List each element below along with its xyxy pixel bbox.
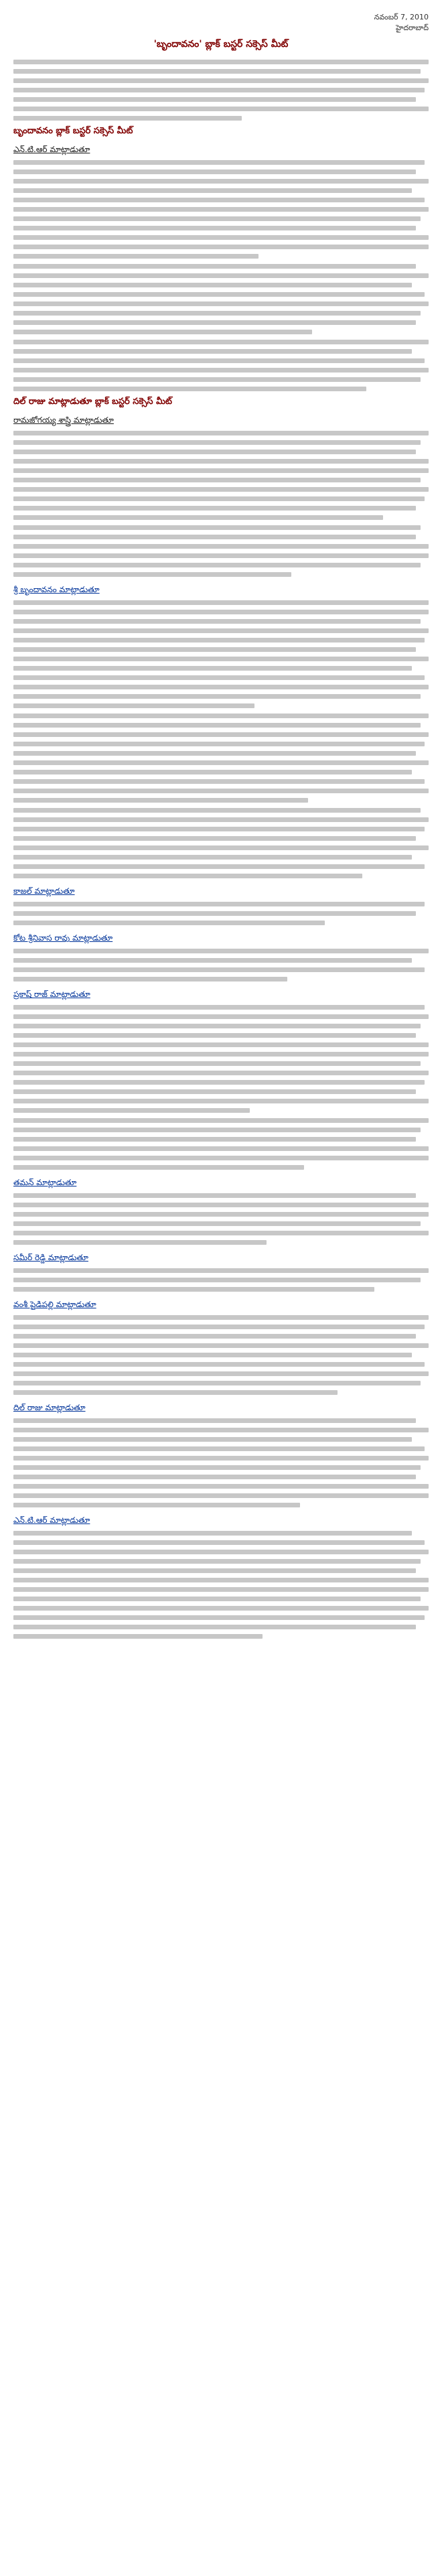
text-line <box>13 1625 416 1629</box>
text-line <box>13 1052 429 1057</box>
text-line <box>13 1099 429 1103</box>
text-line <box>13 506 416 511</box>
text-line <box>13 226 416 230</box>
text-line <box>13 638 425 642</box>
speaker-heading: కాజల్ మాట్లాడుతూ <box>13 886 75 896</box>
text-line <box>13 977 287 981</box>
text-line <box>13 387 366 391</box>
text-line <box>13 358 425 363</box>
text-line <box>13 1212 429 1217</box>
text-line <box>13 311 421 316</box>
text-line <box>13 116 242 121</box>
text-line <box>13 619 421 624</box>
text-line <box>13 1381 421 1385</box>
text-line <box>13 1587 429 1592</box>
text-line <box>13 911 416 916</box>
text-line <box>13 377 421 382</box>
text-line <box>13 1343 429 1348</box>
text-line <box>13 330 312 334</box>
text-line <box>13 1287 374 1292</box>
text-line <box>13 1334 416 1339</box>
text-line <box>13 1418 416 1423</box>
text-line <box>13 97 416 102</box>
text-line <box>13 107 429 111</box>
text-line <box>13 967 425 972</box>
text-line <box>13 1615 425 1620</box>
text-line <box>13 694 421 699</box>
text-line <box>13 450 416 454</box>
text-line <box>13 864 425 869</box>
speaker-heading: ప్రకాష్ రాజ్ మాట్లాడుతూ <box>13 990 90 999</box>
text-line <box>13 657 429 661</box>
text-line <box>13 666 412 671</box>
speaker-heading: ఎన్.టి.ఆర్ మాట్లాడుతూ <box>13 145 90 154</box>
article-paragraph <box>13 1193 429 1245</box>
article-paragraph <box>13 431 429 520</box>
text-line <box>13 235 429 240</box>
text-line <box>13 1137 416 1142</box>
text-line <box>13 170 416 174</box>
text-line <box>13 515 383 520</box>
text-line <box>13 264 416 269</box>
text-line <box>13 675 425 680</box>
speaker-heading: వంశీ పైడిపల్లి మాట్లాడుతూ <box>13 1300 96 1309</box>
text-line <box>13 496 425 501</box>
text-line <box>13 1042 429 1047</box>
speaker-heading: ఎన్.టి.ఆర్ మాట్లాడుతూ <box>13 1515 90 1525</box>
text-line <box>13 1540 425 1545</box>
text-line <box>13 283 412 287</box>
text-line <box>13 751 416 756</box>
text-line <box>13 292 425 297</box>
text-line <box>13 535 416 539</box>
article-paragraph <box>13 902 429 925</box>
speaker-heading: రామజోగయ్య శాస్త్రి మాట్లాడుతూ <box>13 415 114 425</box>
text-line <box>13 1446 425 1451</box>
text-line <box>13 254 259 259</box>
article-paragraph <box>13 1268 429 1292</box>
text-line <box>13 855 412 860</box>
article-paragraph <box>13 60 429 121</box>
text-line <box>13 1437 412 1442</box>
article-date: నవంబర్ 7, 2010 <box>374 13 429 21</box>
text-line <box>13 1428 429 1432</box>
text-line <box>13 1146 429 1151</box>
text-line <box>13 1231 429 1235</box>
text-line <box>13 478 421 482</box>
text-line <box>13 1559 421 1564</box>
text-line <box>13 789 429 793</box>
text-line <box>13 628 429 633</box>
text-line <box>13 1606 429 1611</box>
text-line <box>13 1203 429 1207</box>
text-line <box>13 525 421 530</box>
text-line <box>13 179 429 184</box>
text-line <box>13 827 425 831</box>
text-line <box>13 760 429 765</box>
article-paragraph <box>13 264 429 334</box>
text-line <box>13 245 429 249</box>
speaker-heading: తమన్ మాట్లాడుతూ <box>13 1178 77 1187</box>
text-line <box>13 1108 250 1113</box>
text-line <box>13 742 425 746</box>
text-line <box>13 610 429 614</box>
article-paragraph <box>13 340 429 391</box>
text-line <box>13 544 429 549</box>
text-line <box>13 459 429 464</box>
text-line <box>13 1221 421 1226</box>
text-line <box>13 1080 425 1085</box>
text-line <box>13 1578 429 1582</box>
article-paragraph <box>13 949 429 981</box>
text-line <box>13 1193 416 1198</box>
text-line <box>13 60 429 64</box>
text-line <box>13 188 412 193</box>
text-line <box>13 1568 416 1573</box>
article-paragraph <box>13 525 429 577</box>
text-line <box>13 1156 429 1160</box>
text-line <box>13 487 429 492</box>
text-line <box>13 1118 429 1123</box>
article-paragraph <box>13 1005 429 1113</box>
text-line <box>13 647 416 652</box>
text-line <box>13 368 429 372</box>
dateline <box>13 12 429 33</box>
text-line <box>13 1024 421 1028</box>
text-line <box>13 685 429 689</box>
text-line <box>13 808 421 813</box>
article-subhead: బృందావనం బ్లాక్ బస్టర్ సక్సెస్ మీట్ <box>13 126 133 136</box>
text-line <box>13 874 362 878</box>
text-line <box>13 1315 429 1320</box>
text-line <box>13 798 308 803</box>
article-place: హైదరాబాద్ <box>396 23 429 32</box>
text-line <box>13 440 421 445</box>
text-line <box>13 320 416 325</box>
article-paragraph <box>13 808 429 878</box>
text-line <box>13 1531 412 1536</box>
article-paragraph <box>13 160 429 259</box>
text-line <box>13 949 429 953</box>
text-line <box>13 1465 421 1470</box>
article-paragraph <box>13 1418 429 1507</box>
article-paragraph <box>13 714 429 803</box>
text-line <box>13 216 421 221</box>
article-subhead: దిల్ రాజు మాట్లాడుతూ బ్లాక్ బస్టర్ సక్సెస్ మీట్ <box>13 397 172 407</box>
article-paragraph <box>13 1118 429 1170</box>
text-line <box>13 1456 429 1461</box>
text-line <box>13 836 416 841</box>
text-line <box>13 160 425 165</box>
text-line <box>13 1503 300 1507</box>
text-line <box>13 431 429 435</box>
text-line <box>13 723 421 728</box>
text-line <box>13 1325 425 1329</box>
text-line <box>13 273 429 278</box>
text-line <box>13 1071 429 1075</box>
text-line <box>13 1353 412 1357</box>
article-body <box>13 60 429 1639</box>
text-line <box>13 468 429 473</box>
article-paragraph <box>13 1315 429 1395</box>
text-line <box>13 78 429 83</box>
text-line <box>13 563 421 567</box>
text-line <box>13 69 421 74</box>
text-line <box>13 301 429 306</box>
text-line <box>13 779 425 784</box>
text-line <box>13 1371 429 1376</box>
text-line <box>13 1165 304 1170</box>
text-line <box>13 1089 416 1094</box>
text-line <box>13 1475 416 1479</box>
text-line <box>13 1240 267 1245</box>
text-line <box>13 207 429 212</box>
text-line <box>13 340 429 344</box>
text-line <box>13 703 254 708</box>
text-line <box>13 770 412 774</box>
text-line <box>13 1484 429 1489</box>
text-line <box>13 1014 429 1019</box>
text-line <box>13 902 425 906</box>
text-line <box>13 1061 421 1066</box>
text-line <box>13 1033 416 1038</box>
text-line <box>13 1278 421 1282</box>
speaker-heading: కోట శ్రీనివాస రావు మాట్లాడుతూ <box>13 933 113 943</box>
text-line <box>13 1128 421 1132</box>
text-line <box>13 714 429 718</box>
text-line <box>13 958 412 963</box>
text-line <box>13 600 429 605</box>
speaker-heading: సమీర్ రెడ్డి మాట్లాడుతూ <box>13 1253 88 1262</box>
text-line <box>13 1268 429 1273</box>
article-title: 'బృందావనం' బ్లాక్ బస్టర్ సక్సెస్ మీట్ <box>153 39 289 50</box>
speaker-heading: దిల్ రాజు మాట్లాడుతూ <box>13 1403 86 1412</box>
text-line <box>13 1390 338 1395</box>
text-line <box>13 553 429 558</box>
speaker-heading: శ్రీ బృందావనం మాట్లాడుతూ <box>13 585 100 594</box>
text-line <box>13 572 291 577</box>
text-line <box>13 1362 425 1367</box>
text-line <box>13 1493 429 1498</box>
text-line <box>13 1550 429 1554</box>
text-line <box>13 921 325 925</box>
text-line <box>13 817 429 822</box>
article-paragraph <box>13 1531 429 1639</box>
text-line <box>13 1597 421 1601</box>
text-line <box>13 88 425 92</box>
text-line <box>13 845 429 850</box>
text-line <box>13 1634 263 1639</box>
text-line <box>13 349 412 354</box>
text-line <box>13 198 425 202</box>
article-paragraph <box>13 600 429 708</box>
text-line <box>13 1005 425 1010</box>
text-line <box>13 732 429 737</box>
